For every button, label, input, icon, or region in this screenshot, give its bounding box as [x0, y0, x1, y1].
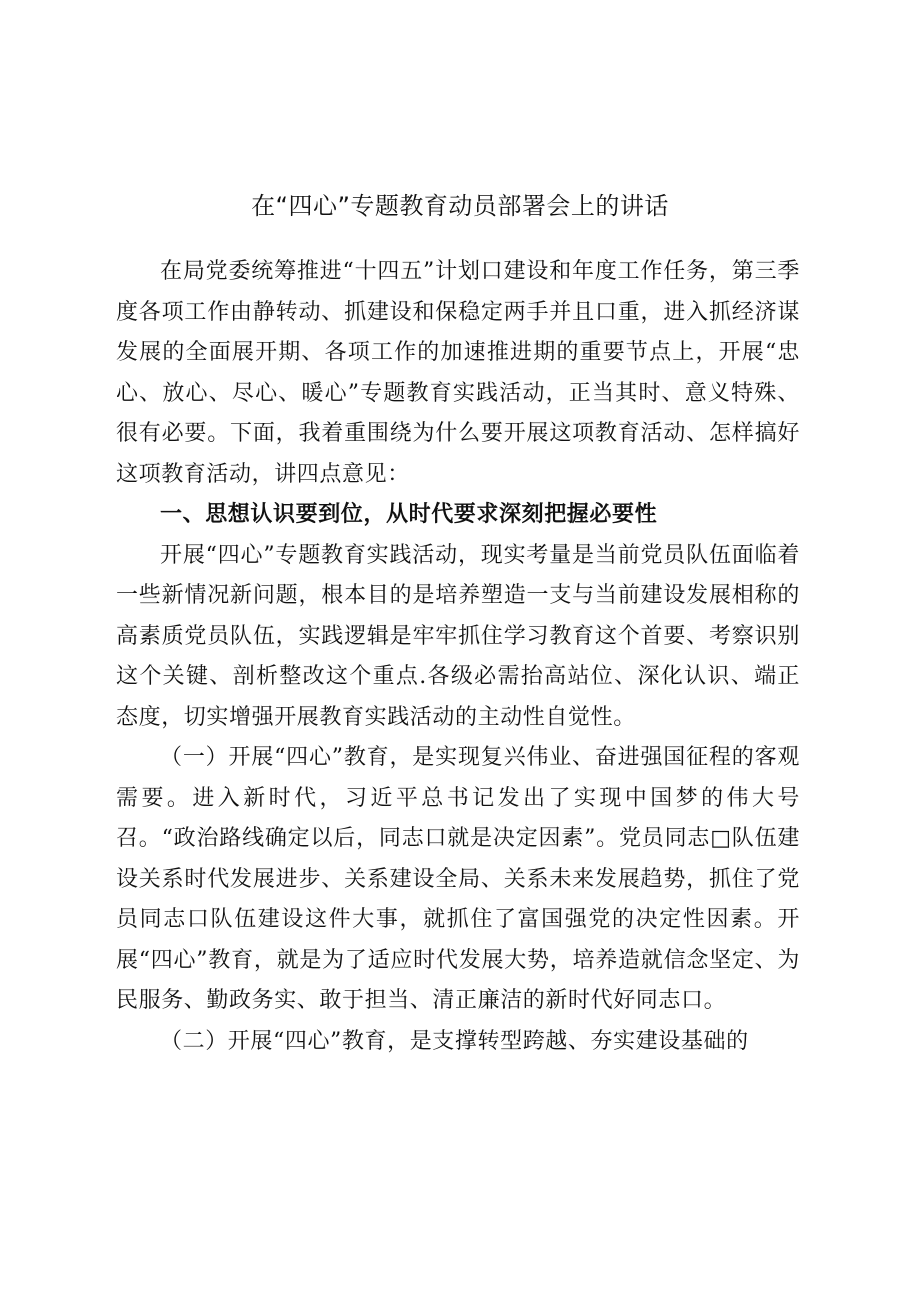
- section-heading-1: 一、思想认识要到位，从时代要求深刻把握必要性: [160, 502, 658, 527]
- subsection-2-paragraph: （二）开展“四心”教育，是支撑转型跨越、夯实建设基础的: [160, 1028, 749, 1054]
- document-body: [116, 252, 800, 1062]
- intro-paragraph: 在局党委统筹推进“十四五”计划口建设和年度工作任务，第三季度各项工作由静转动、抓建设和保稳定两手并且口重，进入抓经济谋发展的全面展开期、各项工作的加速推进期的重要节点上，开展“忠心、放心、尽心、暖心”专题教育实践活动，正当其时、意义特殊、很有必要。下面，我着重围绕为什么要开展这项教育活动、怎样搞好这项教育活动，讲四点意见：: [116, 259, 800, 487]
- section-1-paragraph: 开展“四心”专题教育实践活动，现实考量是当前党员队伍面临着一些新情况新问题，根本目的是培养塑造一支与当前建设发展相称的高素质党员队伍，实践逻辑是牢牢抓住学习教育这个首要、考察识别这个关键、剖析整改这个重点.各级必需抬高站位、深化认识、端正态度，切实增强开展教育实践活动的主动性自觉性。: [116, 542, 800, 730]
- subsection-1-paragraph: （一）开展“四心”教育，是实现复兴伟业、奋进强国征程的客观需要。进入新时代，习近平总书记发出了实现中国梦的伟大号召。“政治路线确定以后，同志口就是决定因素”。党员同志□队伍建设关系时代发展进步、关系建设全局、关系未来发展趋势，抓住了党员同志口队伍建设这件大事，就抓住了富国强党的决定性因素。开展“四心”教育，就是为了适应时代发展大势，培养造就信念坚定、为民服务、勤政务实、敢于担当、清正廉洁的新时代好同志口。: [116, 745, 800, 1013]
- document-title: 在“四心”专题教育动员部署会上的讲话: [251, 192, 669, 220]
